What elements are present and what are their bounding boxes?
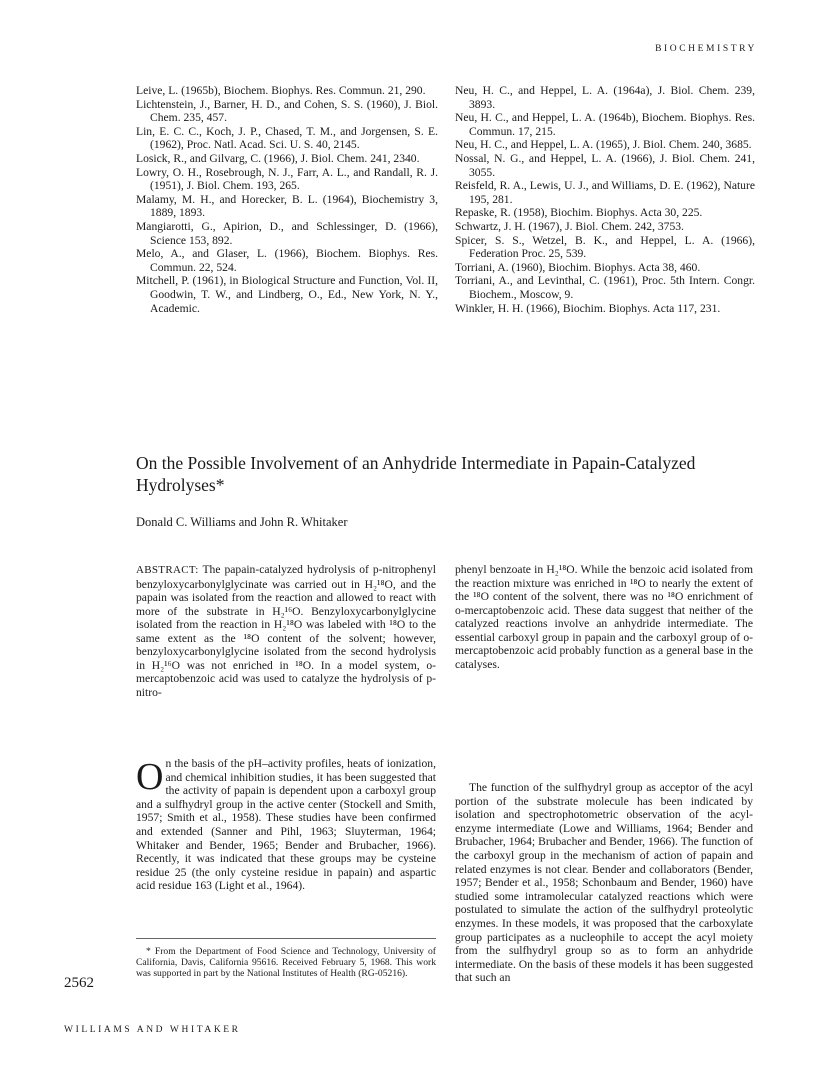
body-text-left: n the basis of the pH–activity profiles, heats of ionization, and chemical inhibition studies, it has been suggested that the activity of papain is dependent upon a carboxyl group and a sulfhydryl group in the active center (Stockell and Smith, 1957; Smith et al., 1958). These studies have been confirmed and extended (Sanner and Pihl, 1963; Sluyterman, 1964; Whitaker and Bender, 1965; Bender and Brubacher, 1966). Recently, it was indicated that these groups may be cysteine residue 25 (the only cysteine residue in papain) and aspartic acid residue 163 (Light et al., 1964). — [136, 757, 436, 893]
reference-entry: Nossal, N. G., and Heppel, L. A. (1966), J. Biol. Chem. 241, 3055. — [455, 151, 755, 179]
reference-entry: Lichtenstein, J., Barner, H. D., and Cohen, S. S. (1960), J. Biol. Chem. 235, 457. — [136, 97, 438, 125]
running-foot: WILLIAMS AND WHITAKER — [64, 1025, 241, 1035]
reference-entry: Melo, A., and Glaser, L. (1966), Biochem. Biophys. Res. Commun. 22, 524. — [136, 247, 438, 274]
body-column-right: The function of the sulfhydryl group as acceptor of the acyl portion of the substrate molecule has been indicated by isolation and spectrophotometric observation of the acyl-enzyme intermediate (Lowe and Williams, 1964; Bender and Brubacher, 1964; Brubacher and Bender, 1966). The function of the carboxyl group in the mechanism of action of papain and related enzymes is not clear. Bender and collaborators (Bender, 1957; Bender et al., 1958; Schonbaum and Bender, 1960) have studied some intramolecular catalyzed reactions which were postulated to simulate the action of the sulfhydryl proteolytic enzymes. In these models, it was proposed that the carboxylate group participates as a nucleophile to accept the acyl moiety from the sulfhydryl group so as to form an anhydride intermediate. On the basis of these models it has been suggested that such an — [455, 781, 753, 985]
abstract-left — [136, 563, 436, 699]
reference-entry: Repaske, R. (1958), Biochim. Biophys. Acta 30, 225. — [455, 206, 703, 220]
abstract-label: ABSTRACT: — [136, 564, 199, 576]
reference-entry: Mitchell, P. (1961), in Biological Structure and Function, Vol. II, Goodwin, T. W., and Lindberg, O., Ed., New York, N. Y., Academic. — [136, 274, 438, 315]
reference-entry: Neu, H. C., and Heppel, L. A. (1965), J. Biol. Chem. 240, 3685. — [455, 138, 752, 152]
reference-entry: Neu, H. C., and Heppel, L. A. (1964b), Biochem. Biophys. Res. Commun. 17, 215. — [455, 111, 755, 138]
abstract-right: phenyl benzoate in H₂¹⁸O. While the benzoic acid isolated from the reaction mixture was enriched in ¹⁸O to nearly the extent of the ¹⁸O content of the solvent, there was no ¹⁸O enrichment of o-mercaptobenzoic acid. These data suggest that neither of the catalyzed reactions involve an anhydride intermediate. The essential carboxyl group in papain and the carboxyl group of o-mercaptobenzoic acid probably function as a general base in the catalyses. — [455, 563, 753, 671]
page-number: 2562 — [64, 975, 94, 991]
article-title: On the Possible Involvement of an Anhydride Intermediate in Papain-Catalyzed Hydrolyses* — [136, 453, 696, 495]
reference-entry: Mangiarotti, G., Apirion, D., and Schlessinger, D. (1966), Science 153, 892. — [136, 219, 438, 247]
reference-entry: Torriani, A., and Levinthal, C. (1961), Proc. 5th Intern. Congr. Biochem., Moscow, 9. — [455, 274, 755, 301]
body-column-left — [136, 757, 436, 893]
reference-entry: Spicer, S. S., Wetzel, B. K., and Heppel, L. A. (1966), Federation Proc. 25, 539. — [455, 233, 755, 261]
abstract-text-left: The papain-catalyzed hydrolysis of p-nitrophenyl benzyloxycarbonylglycinate was carried out in H₂¹⁸O, and the papain was isolated from the reaction and allowed to react with more of the substrate in H₂¹⁶O. Benzyloxycarbonylglycine isolated from the reaction in H₂¹⁸O was labeled with ¹⁸O to the same extent as the ¹⁸O content of the solvent; however, benzyloxycarbonylglycine isolated from the second hydrolysis in H₂¹⁶O was not enriched in ¹⁸O. In a model system, o-mercaptobenzoic acid was used to catalyze the hydrolysis of p-nitro- — [136, 563, 436, 699]
references-left-column — [136, 84, 438, 315]
reference-entry: Leive, L. (1965b), Biochem. Biophys. Res. Commun. 21, 290. — [136, 84, 426, 97]
reference-entry: Lowry, O. H., Rosebrough, N. J., Farr, A. L., and Randall, R. J. (1951), J. Biol. Chem. 193, 265. — [136, 165, 438, 193]
reference-entry: Torriani, A. (1960), Biochim. Biophys. Acta 38, 460. — [455, 260, 701, 274]
footnote: * From the Department of Food Science and Technology, University of California, Davis, California 95616. Received February 5, 1968. This work was supported in part by the National Institutes of Health (RG-05216). — [136, 946, 436, 979]
reference-entry: Malamy, M. H., and Horecker, B. L. (1964), Biochemistry 3, 1889, 1893. — [136, 192, 438, 220]
reference-entry: Losick, R., and Gilvarg, C. (1966), J. Biol. Chem. 241, 2340. — [136, 151, 420, 165]
footnote-divider — [136, 938, 436, 939]
article-authors: Donald C. Williams and John R. Whitaker — [136, 515, 348, 529]
reference-entry: Lin, E. C. C., Koch, J. P., Chased, T. M., and Jorgensen, S. E. (1962), Proc. Natl. Acad. Sci. U. S. 40, 2145. — [136, 124, 438, 152]
running-head: BIOCHEMISTRY — [655, 44, 757, 54]
reference-entry: Reisfeld, R. A., Lewis, U. J., and Williams, D. E. (1962), Nature 195, 281. — [455, 179, 755, 206]
reference-entry: Winkler, H. H. (1966), Biochim. Biophys. Acta 117, 231. — [455, 301, 721, 315]
drop-cap: O — [136, 756, 164, 798]
reference-entry: Schwartz, J. H. (1967), J. Biol. Chem. 242, 3753. — [455, 219, 684, 233]
reference-entry: Neu, H. C., and Heppel, L. A. (1964a), J. Biol. Chem. 239, 3893. — [455, 84, 755, 111]
references-right-column — [455, 84, 755, 315]
